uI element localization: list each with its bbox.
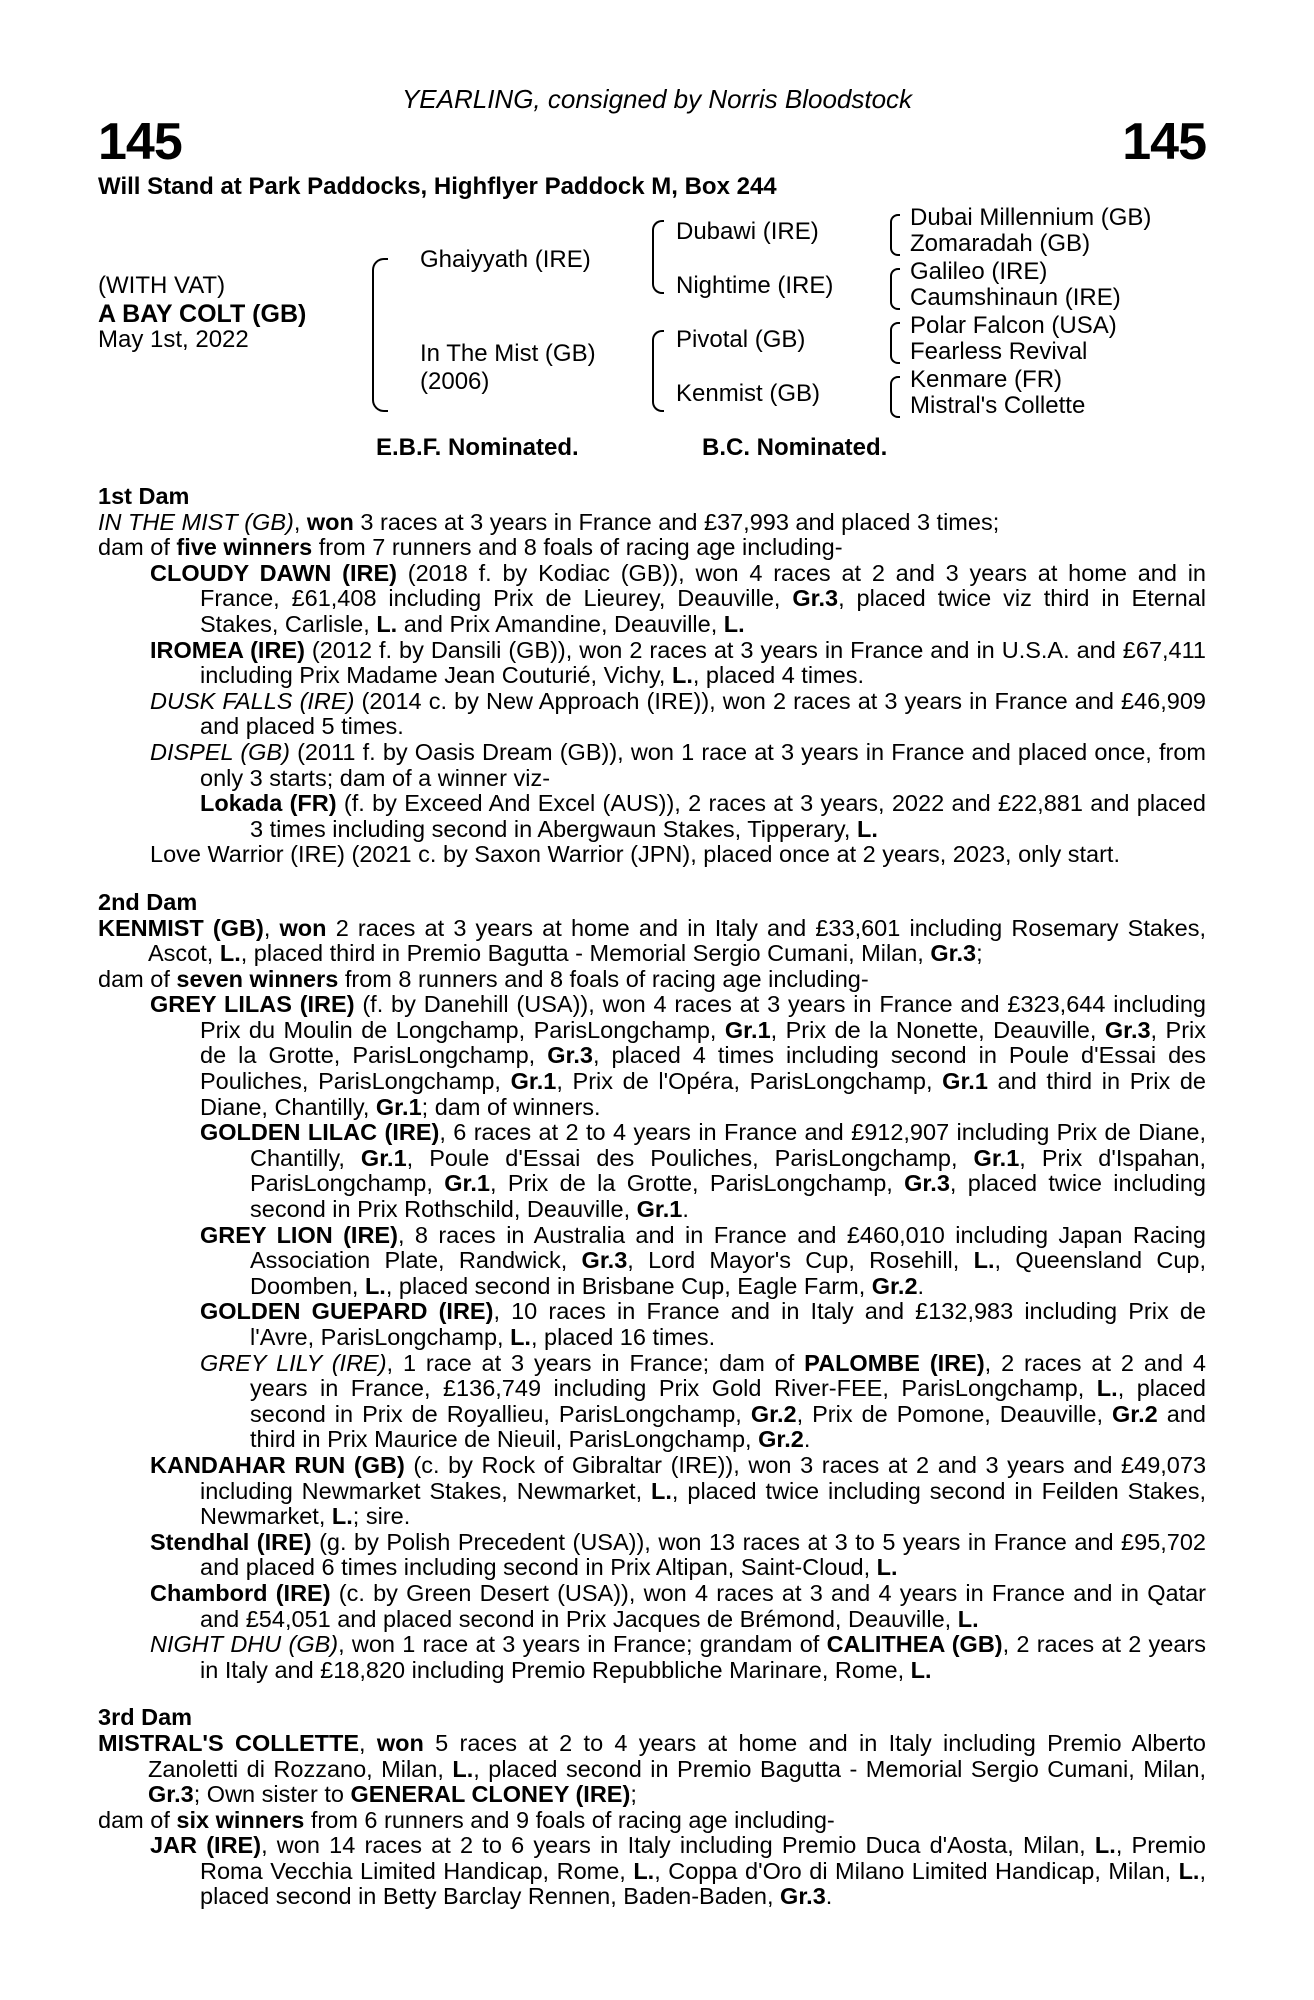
section-2: [98, 890, 1206, 1683]
pedigree-dam-year: (2006): [420, 368, 490, 395]
pedigree-sds: Galileo (IRE): [910, 258, 1048, 285]
family-entry: DISPEL (GB) (2011 f. by Oasis Dream (GB)), won 1 race at 3 years in France and placed once, from only 3 starts; dam of a winner viz-: [150, 738, 1206, 791]
family-entry: GREY LILY (IRE), 1 race at 3 years in France; dam of PALOMBE (IRE), 2 races at 2 and 4 years in France, £136,749 including Prix Gold River-FEE, ParisLongchamp, L., placed second in Prix de Royallieu, ParisLongchamp, Gr.2, Prix de Pomone, Deauville, Gr.2 and third in Prix Maurice de Nieuil, ParisLongchamp, Gr.2.: [200, 1349, 1207, 1453]
section-3: [98, 1705, 1206, 1910]
stand-location: Will Stand at Park Paddocks, Highflyer Paddock M, Box 244: [98, 173, 777, 200]
family-entry: DUSK FALLS (IRE) (2014 c. by New Approach (IRE)), won 2 races at 3 years in France and £46,909 and placed 5 times.: [150, 687, 1206, 740]
pedigree-brace-ds: [890, 322, 900, 364]
family-entry: JAR (IRE), won 14 races at 2 to 6 years in Italy including Premio Duca d'Aosta, Milan, L., Premio Roma Vecchia Limited Handicap, Rome, L., Coppa d'Oro di Milano Limited Handicap, Milan, L., placed second in Betty Barclay Rennen, Baden-Baden, Gr.3.: [150, 1832, 1206, 1910]
family-entry: GOLDEN LILAC (IRE), 6 races at 2 to 4 years in France and £912,907 including Prix de Diane, Chantilly, Gr.1, Poule d'Essai des Pouliches, ParisLongchamp, Gr.1, Prix d'Ispahan, ParisLongchamp, Gr.1, Prix de la Grotte, ParisLongchamp, Gr.3, placed twice including second in Prix Rothschild, Deauville, Gr.1.: [200, 1119, 1207, 1223]
pedigree-dam: In The Mist (GB): [420, 340, 596, 367]
lot-number-left: 145: [98, 113, 182, 171]
family-entry: IN THE MIST (GB), won 3 races at 3 years in France and £37,993 and placed 3 times;: [98, 508, 1000, 535]
pedigree-brace-sire: [652, 220, 664, 294]
pedigree-brace-main: [372, 258, 388, 412]
family-entry: Lokada (FR) (f. by Exceed And Excel (AUS)), 2 races at 3 years, 2022 and £22,881 and placed 3 times including second in Abergwaun Stakes, Tipperary, L.: [200, 790, 1206, 842]
family-entry: KENMIST (GB), won 2 races at 3 years at home and in Italy and £33,601 including Rosemary Stakes, Ascot, L., placed third in Premio Bagutta - Memorial Sergio Cumani, Milan, Gr.3;: [98, 914, 1207, 967]
pedigree-dam-sire: Pivotal (GB): [676, 326, 806, 353]
section-title: 3rd Dam: [98, 1704, 193, 1731]
vat-note: (WITH VAT): [98, 272, 226, 299]
foaling-date: May 1st, 2022: [98, 326, 249, 353]
family-entry: GOLDEN GUEPARD (IRE), 10 races in France and in Italy and £132,983 including Prix de l'Avre, ParisLongchamp, L., placed 16 times.: [200, 1298, 1207, 1350]
bc-nomination: B.C. Nominated.: [702, 434, 888, 461]
family-entry: dam of five winners from 7 runners and 8 foals of racing age including-: [98, 534, 843, 561]
pedigree-ssd: Zomaradah (GB): [910, 230, 1091, 257]
family-entry: GREY LILAS (IRE) (f. by Danehill (USA)), won 4 races at 3 years in France and £323,644 including Prix du Moulin de Longchamp, ParisLongchamp, Gr.1, Prix de la Nonette, Deauville, Gr.3, Prix de la Grotte, ParisLongchamp, Gr.3, placed 4 times including second in Poule d'Essai des Pouliches, ParisLongchamp, Gr.1, Prix de l'Opéra, ParisLongchamp, Gr.1 and third in Prix de Diane, Chantilly, Gr.1; dam of winners.: [150, 991, 1206, 1120]
section-title: 1st Dam: [98, 483, 190, 509]
pedigree-sire-sire: Dubawi (IRE): [676, 218, 819, 245]
family-entry: Chambord (IRE) (c. by Green Desert (USA)), won 4 races at 3 and 4 years in France and in Qatar and £54,051 and placed second in Prix Jacques de Brémond, Deauville, L.: [150, 1579, 1206, 1632]
pedigree-sdd: Caumshinaun (IRE): [910, 284, 1121, 311]
pedigree-dss: Polar Falcon (USA): [910, 312, 1117, 339]
pedigree-dsd: Fearless Revival: [910, 338, 1088, 365]
pedigree-ddd: Mistral's Collette: [910, 392, 1086, 419]
pedigree-brace-sd: [890, 268, 900, 310]
pedigree-sire-dam: Nightime (IRE): [676, 272, 834, 299]
pedigree-dds: Kenmare (FR): [910, 366, 1063, 393]
family-entry: IROMEA (IRE) (2012 f. by Dansili (GB)), won 2 races at 3 years in France and in U.S.A. and £67,411 including Prix Madame Jean Couturié, Vichy, L., placed 4 times.: [150, 636, 1207, 689]
family-details: [98, 484, 1206, 1910]
pedigree-brace-dam: [652, 330, 664, 412]
family-entry: MISTRAL'S COLLETTE, won 5 races at 2 to 4 years at home and in Italy including Premio Alberto Zanoletti di Rozzano, Milan, L., placed second in Premio Bagutta - Memorial Sergio Cumani, Milan, Gr.3; Own sister to GENERAL CLONEY (IRE);: [98, 1729, 1206, 1808]
horse-name: A BAY COLT (GB): [98, 300, 307, 328]
pedigree-brace-ss: [890, 214, 900, 256]
family-entry: Love Warrior (IRE) (2021 c. by Saxon Warrior (JPN), placed once at 2 years, 2023, only start.: [150, 841, 1120, 868]
family-entry: KANDAHAR RUN (GB) (c. by Rock of Gibraltar (IRE)), won 3 races at 2 and 3 years and £49,073 including Newmarket Stakes, Newmarket, L., placed twice including second in Feilden Stakes, Newmarket, L.; sire.: [150, 1451, 1207, 1530]
section-1: [98, 484, 1206, 868]
family-entry: dam of six winners from 6 runners and 9 foals of racing age including-: [98, 1806, 835, 1833]
family-entry: NIGHT DHU (GB), won 1 race at 3 years in France; grandam of CALITHEA (GB), 2 races at 2 years in Italy and £18,820 including Premio Repubbliche Marinare, Rome, L.: [150, 1631, 1206, 1683]
family-entry: CLOUDY DAWN (IRE) (2018 f. by Kodiac (GB)), won 4 races at 2 and 3 years at home and in France, £61,408 including Prix de Lieurey, Deauville, Gr.3, placed twice viz third in Eternal Stakes, Carlisle, L. and Prix Amandine, Deauville, L.: [150, 559, 1206, 637]
pedigree-sire: Ghaiyyath (IRE): [420, 246, 591, 273]
pedigree-dam-dam: Kenmist (GB): [676, 380, 821, 407]
consignment-header: YEARLING, consigned by Norris Bloodstock: [401, 84, 913, 114]
lot-number-right: 145: [1122, 113, 1206, 171]
pedigree-sss: Dubai Millennium (GB): [910, 204, 1152, 231]
ebf-nomination: E.B.F. Nominated.: [376, 434, 579, 461]
section-title: 2nd Dam: [98, 888, 198, 915]
family-entry: Stendhal (IRE) (g. by Polish Precedent (USA)), won 13 races at 3 to 5 years in France and £95,702 and placed 6 times including second in Prix Altipan, Saint-Cloud, L.: [150, 1528, 1207, 1581]
family-entry: GREY LION (IRE), 8 races in Australia and in France and £460,010 including Japan Racing Association Plate, Randwick, Gr.3, Lord Mayor's Cup, Rosehill, L., Queensland Cup, Doomben, L., placed second in Brisbane Cup, Eagle Farm, Gr.2.: [200, 1221, 1206, 1299]
pedigree-brace-dd: [890, 376, 900, 418]
family-entry: dam of seven winners from 8 runners and 8 foals of racing age including-: [98, 965, 869, 992]
